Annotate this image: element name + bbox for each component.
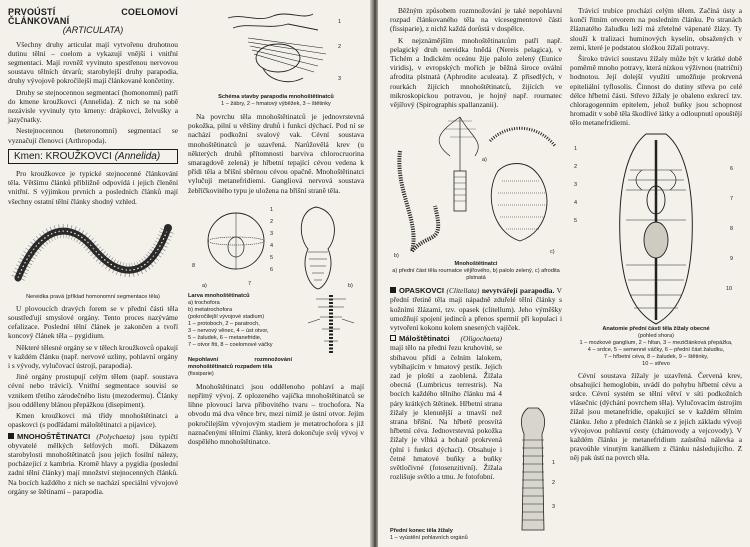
larva-label: 7 xyxy=(248,280,252,287)
section-title-latin: (Oligochaeta) xyxy=(460,334,502,344)
section-title: MNOHOŠTĚTINATCI xyxy=(17,431,91,441)
paragraph: Všechny druhy articulat mají vytvořenu druhotnou dutinu tělní – coelom a vykazují vnější i vnitřní segmentaci. Mají rovněž vyvinuto spestřenou nervovou soustavu tělních útvarů; starobylejší druhy parapodia, druhy vývojově pokročilejší mají článkované končetiny. xyxy=(8,39,178,86)
polychaete-caption-text: a) přední část těla rournatce vějířového, b) palolo zelený, c) afrodita plstnatá xyxy=(392,268,560,282)
fissiparie-caption-title: Nepohlavní rozmnožování mnohoštětinatců rozpadem těla xyxy=(188,356,292,370)
section-title-tail: nevytvářejí parapodia. xyxy=(481,286,555,296)
section-marker-filled xyxy=(8,433,14,439)
parapodium-caption-text: 1 – žábry, 2 – hmatový výběžek, 3 – štětinky xyxy=(221,101,331,107)
right-page-column-1 xyxy=(390,6,562,541)
fissiparie-caption xyxy=(188,357,292,378)
paragraph: Na povrchu těla mnohoštětinatců je jednovrstevná pokožka, pilní u většiny druhů i funkci dýchací. Pod ní se nachází podkožní svalový vak. Cévní soustava mnohoštětinatců je uzavřená. Narůžovělá krev (u některých druhů přítomnosti barviva chlorocruorina smaragdově zelená) je hřbetní tepající cévou vedena k přídi těla a břišní sběrnou cévou opačně. Mnohoštětinatci vylučují metanefridiemi. Gangliová nervová soustava žebříčkovitého typu je uložena na břišní straně těla. xyxy=(188,112,364,195)
oligochaeta-block xyxy=(390,334,562,511)
paragraph: V přední třetině těla mají nápadně zduřelé tělní články s kožními žlázami, tzv. opasek (clitellum). Jeho výměšky umožňují spojení jedinců a přenos spermií při kopulaci i vytvoření kokonu kolem snesených vajíček. xyxy=(390,286,562,333)
larva-label: 5 xyxy=(270,254,274,261)
larva-caption-line: 1 – protoboch, 2 – paratroch, xyxy=(188,320,260,327)
larva-illustration xyxy=(188,197,364,293)
section-polychaeta xyxy=(8,432,178,496)
parapodium-caption xyxy=(188,94,364,108)
polychaete-caption-title: Mnohoštětinatci xyxy=(454,261,498,268)
paragraph: Nestejnocennou (heteronomní) segmentací se vyznačují členovci (Arthropoda). xyxy=(8,126,178,145)
larva-label: 4 xyxy=(270,242,274,249)
larva-caption-line: 3 – nervový věnec, 4 – úst otvor, xyxy=(188,327,269,334)
earthworm-anatomy-caption xyxy=(570,326,742,368)
larva-caption-row xyxy=(188,293,364,355)
parapodium-label: 1 xyxy=(338,19,342,25)
anatomy-label: 4 xyxy=(574,199,578,206)
earthworm-front-caption-title: Přední konec těla žížaly xyxy=(390,528,453,534)
paragraph: Pro kroužkovce je typické stejnocenné článkování těla. Většímu článků přibližně odpovídá i jejich členění vnitřní. S výjimkou prvních a posledních článků mají všechny ostatní tělní články shodný vzhled. xyxy=(8,169,178,206)
section-title-latin: (Polychaeta) xyxy=(96,431,135,441)
section-title: OPASKOVCI xyxy=(399,286,445,296)
nereis-caption: Nereidka pravá (příklad homonomní segmentace těla) xyxy=(26,293,160,300)
larva-part-a: a) xyxy=(202,282,207,289)
polychaete-illustration xyxy=(390,111,562,261)
larva-caption-line: 5 – žaludek, 6 – metanefridie, xyxy=(188,334,262,341)
section-oligochaeta xyxy=(390,334,502,481)
earthworm-front-caption-text: 1 – vyústění pohlavních orgánů xyxy=(390,535,468,541)
nereis-figure xyxy=(8,208,178,292)
earthworm-front-label: 2 xyxy=(552,480,556,487)
left-page-column-2 xyxy=(188,8,364,448)
paragraph: Mnohoštětinatci jsou oddělenoho pohlaví a mají nepřímý vývoj. Z oplozeného vajíčka mnohoštětinatců se líhne plovoucí larva příbovitého tvaru – trochofora. Na obvodu má dva věnce brv, mezi nimiž je ústní otvor. Jejím pokročilejším vývojovým stadiem je metatrochofora s již naznačenými tělními články, která dokončuje svůj vývoj v dospělého mnohoštětinatce. xyxy=(188,381,364,447)
larva-caption-line: (pokročilejší vývojové stadium) xyxy=(188,313,265,320)
anatomy-label: 3 xyxy=(574,181,578,188)
left-page xyxy=(0,0,372,547)
anatomy-label: 7 xyxy=(730,195,734,202)
section-title: Máloštětinatci xyxy=(399,334,450,344)
paragraph: Jiné orgány prostupují celým tělem (např. soustava cévní nebo trávicí). Vnitřní segmentace souvisí se vznikem třetího zárodečného listu (mezodermu). Články jsou odděleny blánou přepážkou (disepiment). xyxy=(8,372,178,409)
paragraph: jsou typičtí obyvatelé mělkých šelfových moří. Důkazem starobylosti mnohoštětinatců jsou jejich fosilní nálezy, pocházející z kambria. Kromě hlavy a pygidia (poslední zadní tělní články) mají množství stejnocenných článků. Na bocích každého z nich se nachází speciální vývojové orgány se štětinami – parapodia. xyxy=(8,431,178,496)
paragraph: mají tělo na přední řezu kruhovité, se sbíhavou přídí a čelním lalokem, vybíhajícím v hmatový prstík. Jejich zad je ploští a zaoblená. Žížala obecná (Lumbricus terrestris). Na bocích každého tělního článku má 4 páry krátkých štětinek. Hřbetní strana žížaly je klenutější a tmavší než strana břišní. Na hřbetě prosvítá hřbetní céva. Jednovrstevná pokožka žížaly je vlhká a bohatě prokrvená (plní i funkci dýchací). Obsahuje i četné hmatové buňky a buňky světločivné (fotosenzitivní). Žížala rozlišuje světlo a tmu. Je fotofobní. xyxy=(390,343,502,482)
paragraph: Cévní soustava žížaly je uzavřená. Červená krev, obsahující hemoglobin, uvádí do pohybu hřbetní cévu a srdce. Cévní systém se tělní větví v síti podkožních vlásečnic (dýchání povrchem těla). Vylučovacím ústrojím žížal jsou metanefridie, opakující se v každém tělním článku. Jeho z předních článků se z jejich základu vývoji vývojovou pohlavní cesty (chámovody a vejcovody). V každém článku je metanefridium zaústěná nálevka a pravoúhle vinutým kanálkem z článku následujícího. Z něj pak ústí na povrch těla. xyxy=(570,370,742,463)
earthworm-anatomy-caption-line: 7 – hřbetní céva, 8 – žaludek, 9 – štětinky, xyxy=(603,353,709,360)
parapodium-caption-title: Schéma stavby parapodia mnohoštětinatců xyxy=(218,94,334,100)
paragraph: K nejznámějším mnohoštětinatcům patří např. pelagický druh nereidka hnědá (Nereis pelagica), v Tichém a Indickém oceánu žije palolo zelený (Eunice viridis), v evropských mořích je běžná široce ovální afrodita plstnatá (Aphrodite aculeata). Z přisedlých, v rourkách žijících mnohoštětinatců, žijících ve mikroskopickou potravou, je hojný např. rournatec vějířový (Spirographis spallanzanii). xyxy=(390,35,562,110)
earthworm-anatomy-caption-sub: (pohled shora) xyxy=(637,332,675,339)
larva-caption xyxy=(188,293,292,355)
earthworm-front-label: 1 xyxy=(552,460,556,467)
polychaete-part-c: c) xyxy=(550,249,555,256)
earthworm-anatomy-caption-title: Anatomie přední části těla žížaly obecné xyxy=(602,325,710,332)
larva-figure xyxy=(188,197,364,293)
anatomy-label: 8 xyxy=(730,225,734,232)
phylum-heading-box xyxy=(8,149,178,164)
parapodium-illustration xyxy=(188,8,364,94)
section-marker-open xyxy=(390,335,396,341)
section-marker-filled xyxy=(390,287,396,293)
anatomy-label: 2 xyxy=(574,163,578,170)
section-clitellata xyxy=(390,286,562,332)
parapodium-label: 2 xyxy=(338,44,342,50)
larva-label: 2 xyxy=(270,218,274,225)
larva-caption-line: a) trochofora xyxy=(188,299,220,306)
larva-label: 6 xyxy=(270,266,274,273)
parapodium-figure xyxy=(188,8,364,94)
parapodium-label: 3 xyxy=(338,76,342,82)
section-title-latin: (Clitellata) xyxy=(446,286,480,296)
anatomy-label: 10 xyxy=(726,285,733,292)
larva-part-b: b) xyxy=(348,282,353,289)
earthworm-front-caption xyxy=(390,528,562,542)
earthworm-anatomy-caption-line: 4 – srdce, 5 – semenné váčky, 6 – přední část žaludku, xyxy=(587,346,725,353)
paragraph: Široko trávicí soustavu žížaly může být v krátké době poměrně mnoho potravy, která nízkou výživnou (natrični) hodnotou. Její dolejší využití umožňuje prokrvená epiteliální tyflosolis. Činnost do dutiny střeva po celé délce hřbetní části. Střevo žížaly je obaleno exkrecí tzv. chloragogenním epitelem, jehož buňky jsou schopnost hromadit v sobě těla škodlivé látky a odloupnutí opouštějí tělo metanefridiemi. xyxy=(570,54,742,128)
phylum-heading-latin: (Annelida) xyxy=(114,150,161,162)
polychaete-part-b: b) xyxy=(394,253,399,260)
larva-label: 3 xyxy=(270,230,274,237)
polychaete-caption xyxy=(390,261,562,282)
earthworm-anatomy-illustration xyxy=(570,130,742,326)
polychaete-part-a: a) xyxy=(482,157,487,164)
larva-label: 1 xyxy=(270,206,274,213)
anatomy-label: 1 xyxy=(574,145,578,152)
larva-caption-line: 7 – otvor řiti, 8 – coelomové váčky xyxy=(188,341,273,348)
fissiparie-caption-text: (fissiparie) xyxy=(188,370,214,377)
left-page-column-1 xyxy=(8,8,178,498)
chapter-title: PRVOÚSTÍ COELOMOVÍ ČLÁNKOVANÍ xyxy=(8,7,178,27)
earthworm-anatomy-figure xyxy=(570,130,742,326)
earthworm-front-illustration xyxy=(508,404,562,534)
paragraph: Trávicí trubice prochází celým tělem. Začíná ústy a končí řitním otvorem na posledním článku. Po stranách žláznatého žaludku leží má zřetelné vápenaté žlázy. Ty slouží k tralizaci huminových kyselin, obsažených v zemi, které je podstatou složkou žížalí potravy. xyxy=(570,6,742,52)
larva-caption-line: b) metatrochofora xyxy=(188,306,233,313)
earthworm-front-label: 3 xyxy=(552,504,556,511)
larva-caption-title: Larva mnohoštětinatců xyxy=(188,292,250,299)
earthworm-anatomy-caption-line: 10 – střevo xyxy=(642,360,670,367)
anatomy-label: 5 xyxy=(574,217,578,224)
paragraph: Některé tělesné orgány se v tělech kroužkovců opakují v každém článku (např. nervové uzliny, pohlavní orgány i s vývody, vylučovací ústrojí, parapodia). xyxy=(8,342,178,371)
anatomy-label: 9 xyxy=(730,255,734,262)
anatomy-label: 6 xyxy=(730,165,734,172)
paragraph: U plovoucích dravých forem se v přední části těla soustřeďují smyslové orgány. Tento proces nazýváme cefalizace. Poslední tělní článek je zakončen a tvoří koncový článek těla – pygidium. xyxy=(8,303,178,341)
paragraph: Běžným způsobem rozmnožování je také nepohlavní rozpad článkovaného těla na vícesegmentové části (fissiparie), z nichž každá dorůstá v dospělce. xyxy=(390,6,562,34)
larva-label: 8 xyxy=(192,262,196,269)
chapter-title-latin: (ARTICULATA) xyxy=(62,25,124,36)
right-page xyxy=(378,0,750,547)
polychaete-figure xyxy=(390,111,562,261)
nereis-illustration xyxy=(8,208,178,288)
phylum-heading: Kmen: KROUŽKOVCI xyxy=(14,150,112,162)
paragraph: Druhy se stejnocennou segmentací (homonomní) patří do kmene kroužkovci (Annelida). Z nich se na sobě nezávisle vyvinuly tyto kmeny: drápkovci, želvušky a jazyčnatky. xyxy=(8,87,178,125)
earthworm-anatomy-caption-line: 1 – mozkové ganglium, 2 – hltan, 3 – mezičlánková přepážka, xyxy=(579,339,733,346)
fissiparie-illustration xyxy=(298,293,364,355)
right-page-column-2 xyxy=(570,6,742,465)
paragraph: Kmen kroužkovci má třídy mnohoštětinatci a opaskovci (s podřádami máloštětinatci a pijavice). xyxy=(8,411,178,430)
